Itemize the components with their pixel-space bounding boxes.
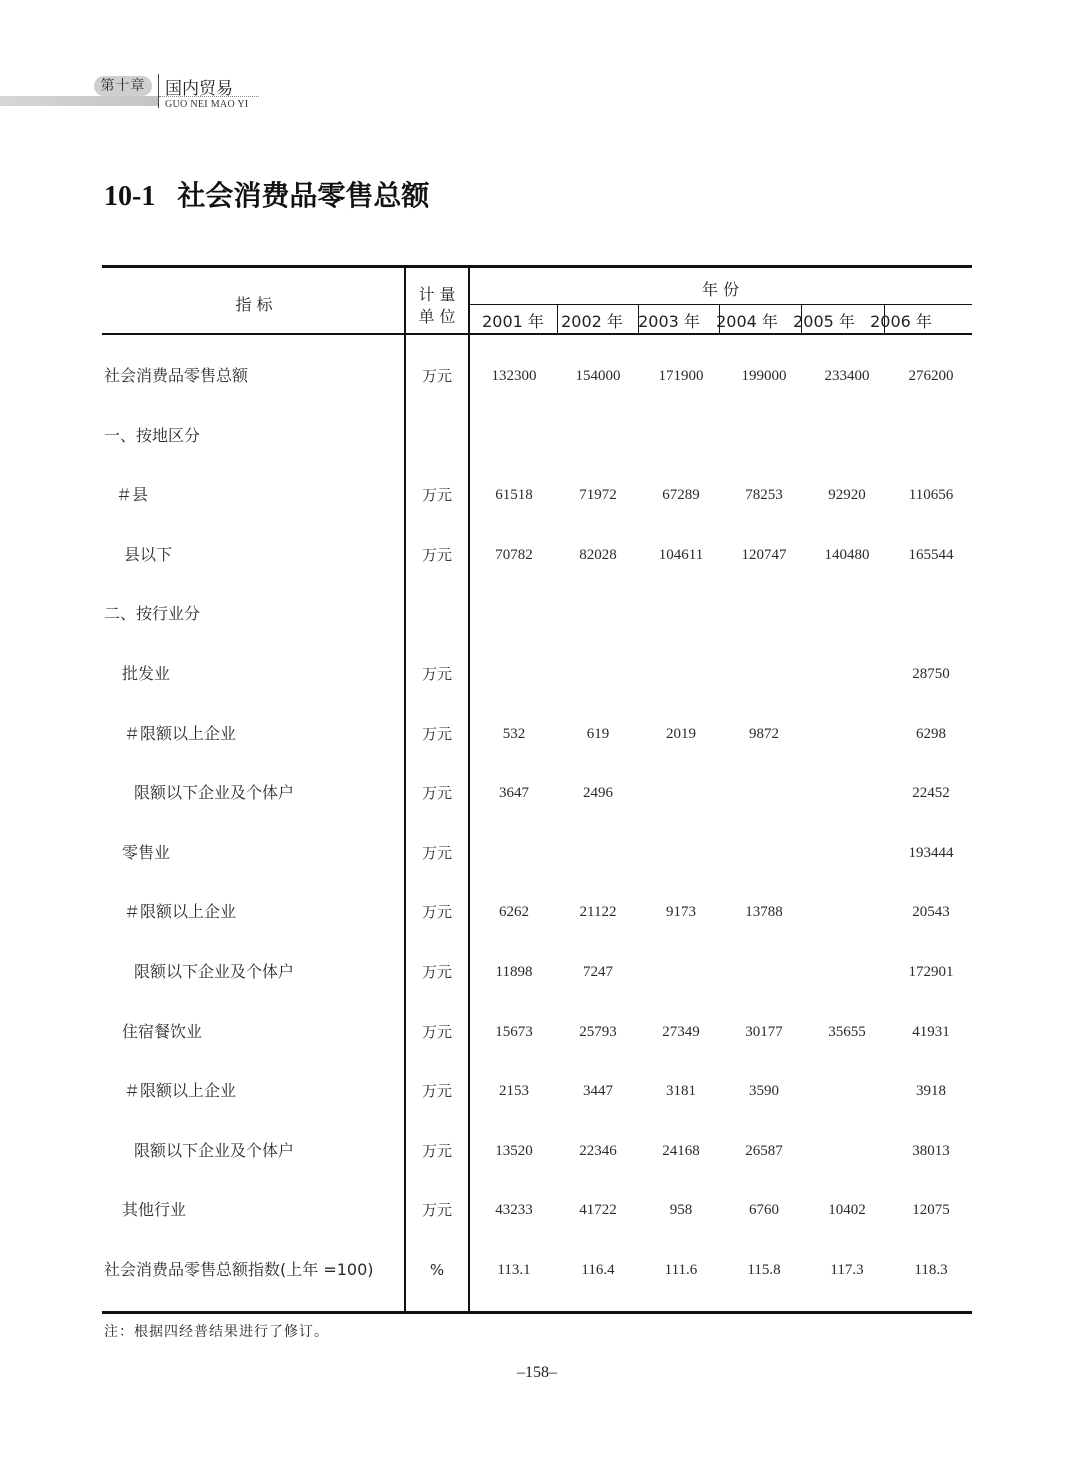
table-bottom-rule xyxy=(102,1311,972,1314)
table-cell: 43233 xyxy=(495,1202,533,1218)
row-label: ＃限额以上企业 xyxy=(124,1081,237,1100)
row-unit: 万元 xyxy=(421,725,452,743)
table-row xyxy=(0,1079,1074,1103)
row-unit: 万元 xyxy=(421,1082,452,1100)
table-footnote: 注：根据四经普结果进行了修订。 xyxy=(104,1324,329,1340)
row-unit: 万元 xyxy=(421,1023,452,1041)
table-cell: 958 xyxy=(669,1202,693,1218)
table-cell: 15673 xyxy=(495,1024,533,1040)
table-cell: 7247 xyxy=(583,964,613,980)
table-cell: 10402 xyxy=(828,1202,866,1218)
table-cell: 113.1 xyxy=(497,1262,531,1278)
table-cell: 118.3 xyxy=(914,1262,948,1278)
table-cell: 61518 xyxy=(495,487,533,503)
table-row xyxy=(0,543,1074,567)
table-cell: 104611 xyxy=(658,547,704,563)
table-cell: 6760 xyxy=(749,1202,779,1218)
row-label: 批发业 xyxy=(122,664,171,683)
year-header: 2001 年 xyxy=(482,312,544,331)
table-number: 10-1 xyxy=(104,181,156,212)
table-cell: 165544 xyxy=(908,547,954,563)
table-cell: 92920 xyxy=(828,487,866,503)
table-cell: 140480 xyxy=(824,547,870,563)
row-unit: 万元 xyxy=(421,963,452,981)
table-cell: 9173 xyxy=(666,904,696,920)
table-row xyxy=(0,722,1074,746)
table-cell: 3918 xyxy=(916,1083,946,1099)
table-row xyxy=(0,841,1074,865)
table-cell: 171900 xyxy=(658,368,704,384)
table-top-rule xyxy=(102,265,972,268)
column-header-years: 年 份 xyxy=(701,280,740,299)
table-cell: 13520 xyxy=(495,1143,533,1159)
table-cell: 26587 xyxy=(745,1143,783,1159)
table-row xyxy=(0,1198,1074,1222)
year-header: 2006 年 xyxy=(870,312,932,331)
row-label: 一、按地区分 xyxy=(104,426,201,445)
table-cell: 67289 xyxy=(662,487,700,503)
table-cell: 120747 xyxy=(741,547,787,563)
row-unit: 万元 xyxy=(421,665,452,683)
table-cell: 38013 xyxy=(912,1143,950,1159)
table-row xyxy=(0,364,1074,388)
row-unit: 万元 xyxy=(421,1201,452,1219)
table-cell: 2153 xyxy=(499,1083,529,1099)
row-unit: 万元 xyxy=(421,784,452,802)
table-cell: 21122 xyxy=(579,904,617,920)
table-row xyxy=(0,602,1074,626)
row-label: 零售业 xyxy=(122,843,171,862)
table-cell: 2019 xyxy=(666,726,696,742)
table-cell: 41931 xyxy=(912,1024,950,1040)
table-cell: 532 xyxy=(502,726,526,742)
table-cell: 71972 xyxy=(579,487,617,503)
table-cell: 13788 xyxy=(745,904,783,920)
table-cell: 132300 xyxy=(491,368,537,384)
table-cell: 3181 xyxy=(666,1083,696,1099)
table-cell: 619 xyxy=(586,726,610,742)
table-cell: 3647 xyxy=(499,785,529,801)
table-cell: 116.4 xyxy=(581,1262,615,1278)
table-cell: 22452 xyxy=(912,785,950,801)
table-row xyxy=(0,424,1074,448)
row-label: 二、按行业分 xyxy=(104,604,201,623)
table-cell: 2496 xyxy=(583,785,613,801)
row-label: 限额以下企业及个体户 xyxy=(134,962,295,981)
table-cell: 6262 xyxy=(499,904,529,920)
table-cell: 199000 xyxy=(741,368,787,384)
table-cell: 82028 xyxy=(579,547,617,563)
table-row xyxy=(0,900,1074,924)
table-cell: 115.8 xyxy=(747,1262,781,1278)
table-row xyxy=(0,1258,1074,1282)
column-header-unit-line1: 计 量 xyxy=(418,285,456,304)
table-cell: 35655 xyxy=(828,1024,866,1040)
table-row xyxy=(0,1020,1074,1044)
table-cell: 111.6 xyxy=(664,1262,698,1278)
chapter-badge: 第十章 xyxy=(94,76,152,96)
year-group-rule xyxy=(469,304,972,305)
table-row xyxy=(0,960,1074,984)
row-unit: 万元 xyxy=(421,546,452,564)
column-header-indicator: 指 标 xyxy=(235,295,273,314)
table-cell: 193444 xyxy=(908,845,954,861)
table-cell: 3590 xyxy=(749,1083,779,1099)
column-header-unit-line2: 单 位 xyxy=(418,307,456,326)
year-header: 2004 年 xyxy=(716,312,778,331)
table-cell: 28750 xyxy=(912,666,950,682)
row-label: 限额以下企业及个体户 xyxy=(134,783,295,802)
table-cell: 12075 xyxy=(912,1202,950,1218)
table-cell: 3447 xyxy=(583,1083,613,1099)
chapter-title: 国内贸易 xyxy=(165,79,233,99)
table-row xyxy=(0,662,1074,686)
table-title-text: 社会消费品零售总额 xyxy=(177,179,430,212)
row-label: 社会消费品零售总额指数(上年 =100) xyxy=(104,1260,374,1279)
table-cell: 154000 xyxy=(575,368,621,384)
row-label: 社会消费品零售总额 xyxy=(104,366,249,385)
table-cell: 78253 xyxy=(745,487,783,503)
table-cell: 11898 xyxy=(495,964,533,980)
year-header: 2003 年 xyxy=(638,312,700,331)
row-label: ＃县 xyxy=(116,485,149,504)
year-header: 2002 年 xyxy=(561,312,623,331)
table-cell: 117.3 xyxy=(830,1262,864,1278)
row-label: 县以下 xyxy=(124,545,173,564)
table-cell: 24168 xyxy=(662,1143,700,1159)
table-cell: 30177 xyxy=(745,1024,783,1040)
table-cell: 110656 xyxy=(908,487,954,503)
row-unit: 万元 xyxy=(421,844,452,862)
table-row xyxy=(0,1139,1074,1163)
table-cell: 70782 xyxy=(495,547,533,563)
table-cell: 22346 xyxy=(579,1143,617,1159)
chapter-pinyin: GUO NEI MAO YI xyxy=(165,99,249,110)
year-header: 2005 年 xyxy=(793,312,855,331)
table-cell: 27349 xyxy=(662,1024,700,1040)
table-cell: 41722 xyxy=(579,1202,617,1218)
row-unit: 万元 xyxy=(421,903,452,921)
page-number: –158– xyxy=(517,1364,557,1381)
table-cell: 172901 xyxy=(908,964,954,980)
table-cell: 276200 xyxy=(908,368,954,384)
table-row xyxy=(0,483,1074,507)
table-cell: 6298 xyxy=(916,726,946,742)
row-label: 限额以下企业及个体户 xyxy=(134,1141,295,1160)
table-cell: 20543 xyxy=(912,904,950,920)
row-label: ＃限额以上企业 xyxy=(124,724,237,743)
table-cell: 25793 xyxy=(579,1024,617,1040)
row-label: 住宿餐饮业 xyxy=(122,1022,203,1041)
header-bottom-rule xyxy=(102,333,972,335)
row-unit: 万元 xyxy=(421,486,452,504)
row-unit: % xyxy=(429,1261,445,1279)
row-unit: 万元 xyxy=(421,367,452,385)
row-unit: 万元 xyxy=(421,1142,452,1160)
table-cell: 233400 xyxy=(824,368,870,384)
table-cell: 9872 xyxy=(749,726,779,742)
row-label: ＃限额以上企业 xyxy=(124,902,237,921)
row-label: 其他行业 xyxy=(122,1200,187,1219)
table-row xyxy=(0,781,1074,805)
